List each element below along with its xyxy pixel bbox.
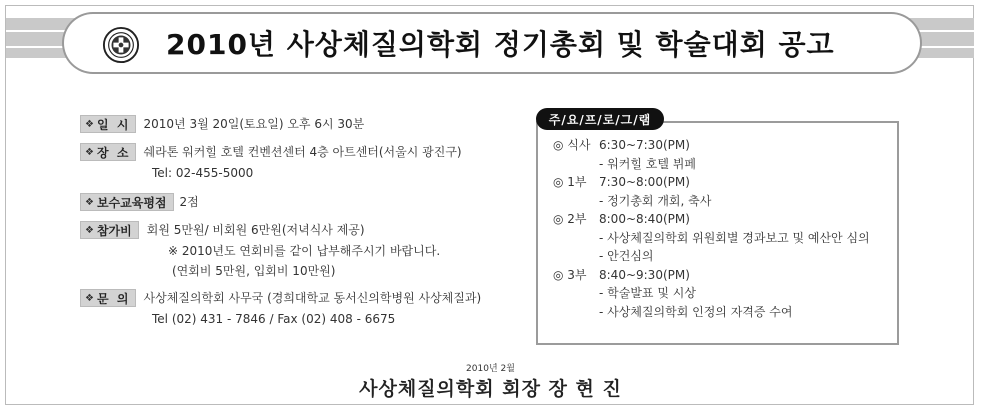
diamond-bullet-icon: ❖ [85,196,94,208]
label-place: ❖ 장 소 [80,143,136,161]
program-detail: - 학술발표 및 시상 [599,286,696,300]
fee-note-2: (연회비 5만원, 입회비 10만원) [172,264,336,278]
program-item: ◎ 식사 6:30~7:30(PM) [553,138,690,152]
program-item: ◎ 2부 8:00~8:40(PM) [553,212,690,226]
date-value: 2010년 3월 20일(토요일) 오후 6시 30분 [143,117,365,131]
info-row-fee [80,221,540,239]
event-info [80,115,540,329]
contact-value: 사상체질의학회 사무국 (경희대학교 동서신의학병원 사상체질과) [143,291,482,305]
program-list [553,136,870,321]
place-value: 쉐라톤 워커힐 호텔 컨벤션센터 4층 아트센터(서울시 광진구) [143,145,462,159]
diamond-bullet-icon: ❖ [85,146,94,158]
fee-value: 회원 5만원/ 비회원 6만원(저녁식사 제공) [146,223,365,237]
info-row-date [80,115,540,137]
diamond-bullet-icon: ❖ [85,292,94,304]
page-title: 2010년 사상체질의학회 정기총회 및 학술대회 공고 [166,28,835,61]
credits-value: 2점 [179,195,199,209]
info-row-contact [80,289,540,307]
place-tel: Tel: 02-455-5000 [152,166,254,180]
label-credits: ❖ 보수교육평점 [80,193,174,211]
diamond-bullet-icon: ❖ [85,224,94,236]
program-detail: - 안건심의 [599,249,654,263]
program-detail: - 워커힐 호텔 뷔페 [599,156,696,171]
label-date: ❖ 일 시 [80,115,136,133]
info-row-place [80,143,540,161]
notice-date: 2010년 2월 [466,364,515,374]
society-seal-icon [102,26,140,64]
program-detail: - 정기총회 개회, 축사 [599,193,712,208]
label-fee: ❖ 참가비 [80,221,139,239]
diamond-bullet-icon: ❖ [85,118,94,130]
program-item: ◎ 3부 8:40~9:30(PM) [553,267,690,282]
program-title: 주/요/프/로/그/램 [536,108,664,130]
info-row-credits [80,193,540,211]
fee-note: ※ 2010년도 연회비를 같이 납부해주시기 바랍니다. [168,244,441,258]
label-contact: ❖ 문 의 [80,289,136,307]
contact-tel: Tel (02) 431 - 7846 / Fax (02) 408 - 6675 [152,312,396,326]
program-detail: - 사상체질의학회 위원회별 경과보고 및 예산안 심의 [599,230,870,245]
title-banner [64,14,920,72]
signature: 사상체질의학회 회장 장 현 진 [359,378,622,400]
program-detail: - 사상체질의학회 인정의 자격증 수여 [599,304,793,319]
program-item: ◎ 1부 7:30~8:00(PM) [553,175,690,189]
